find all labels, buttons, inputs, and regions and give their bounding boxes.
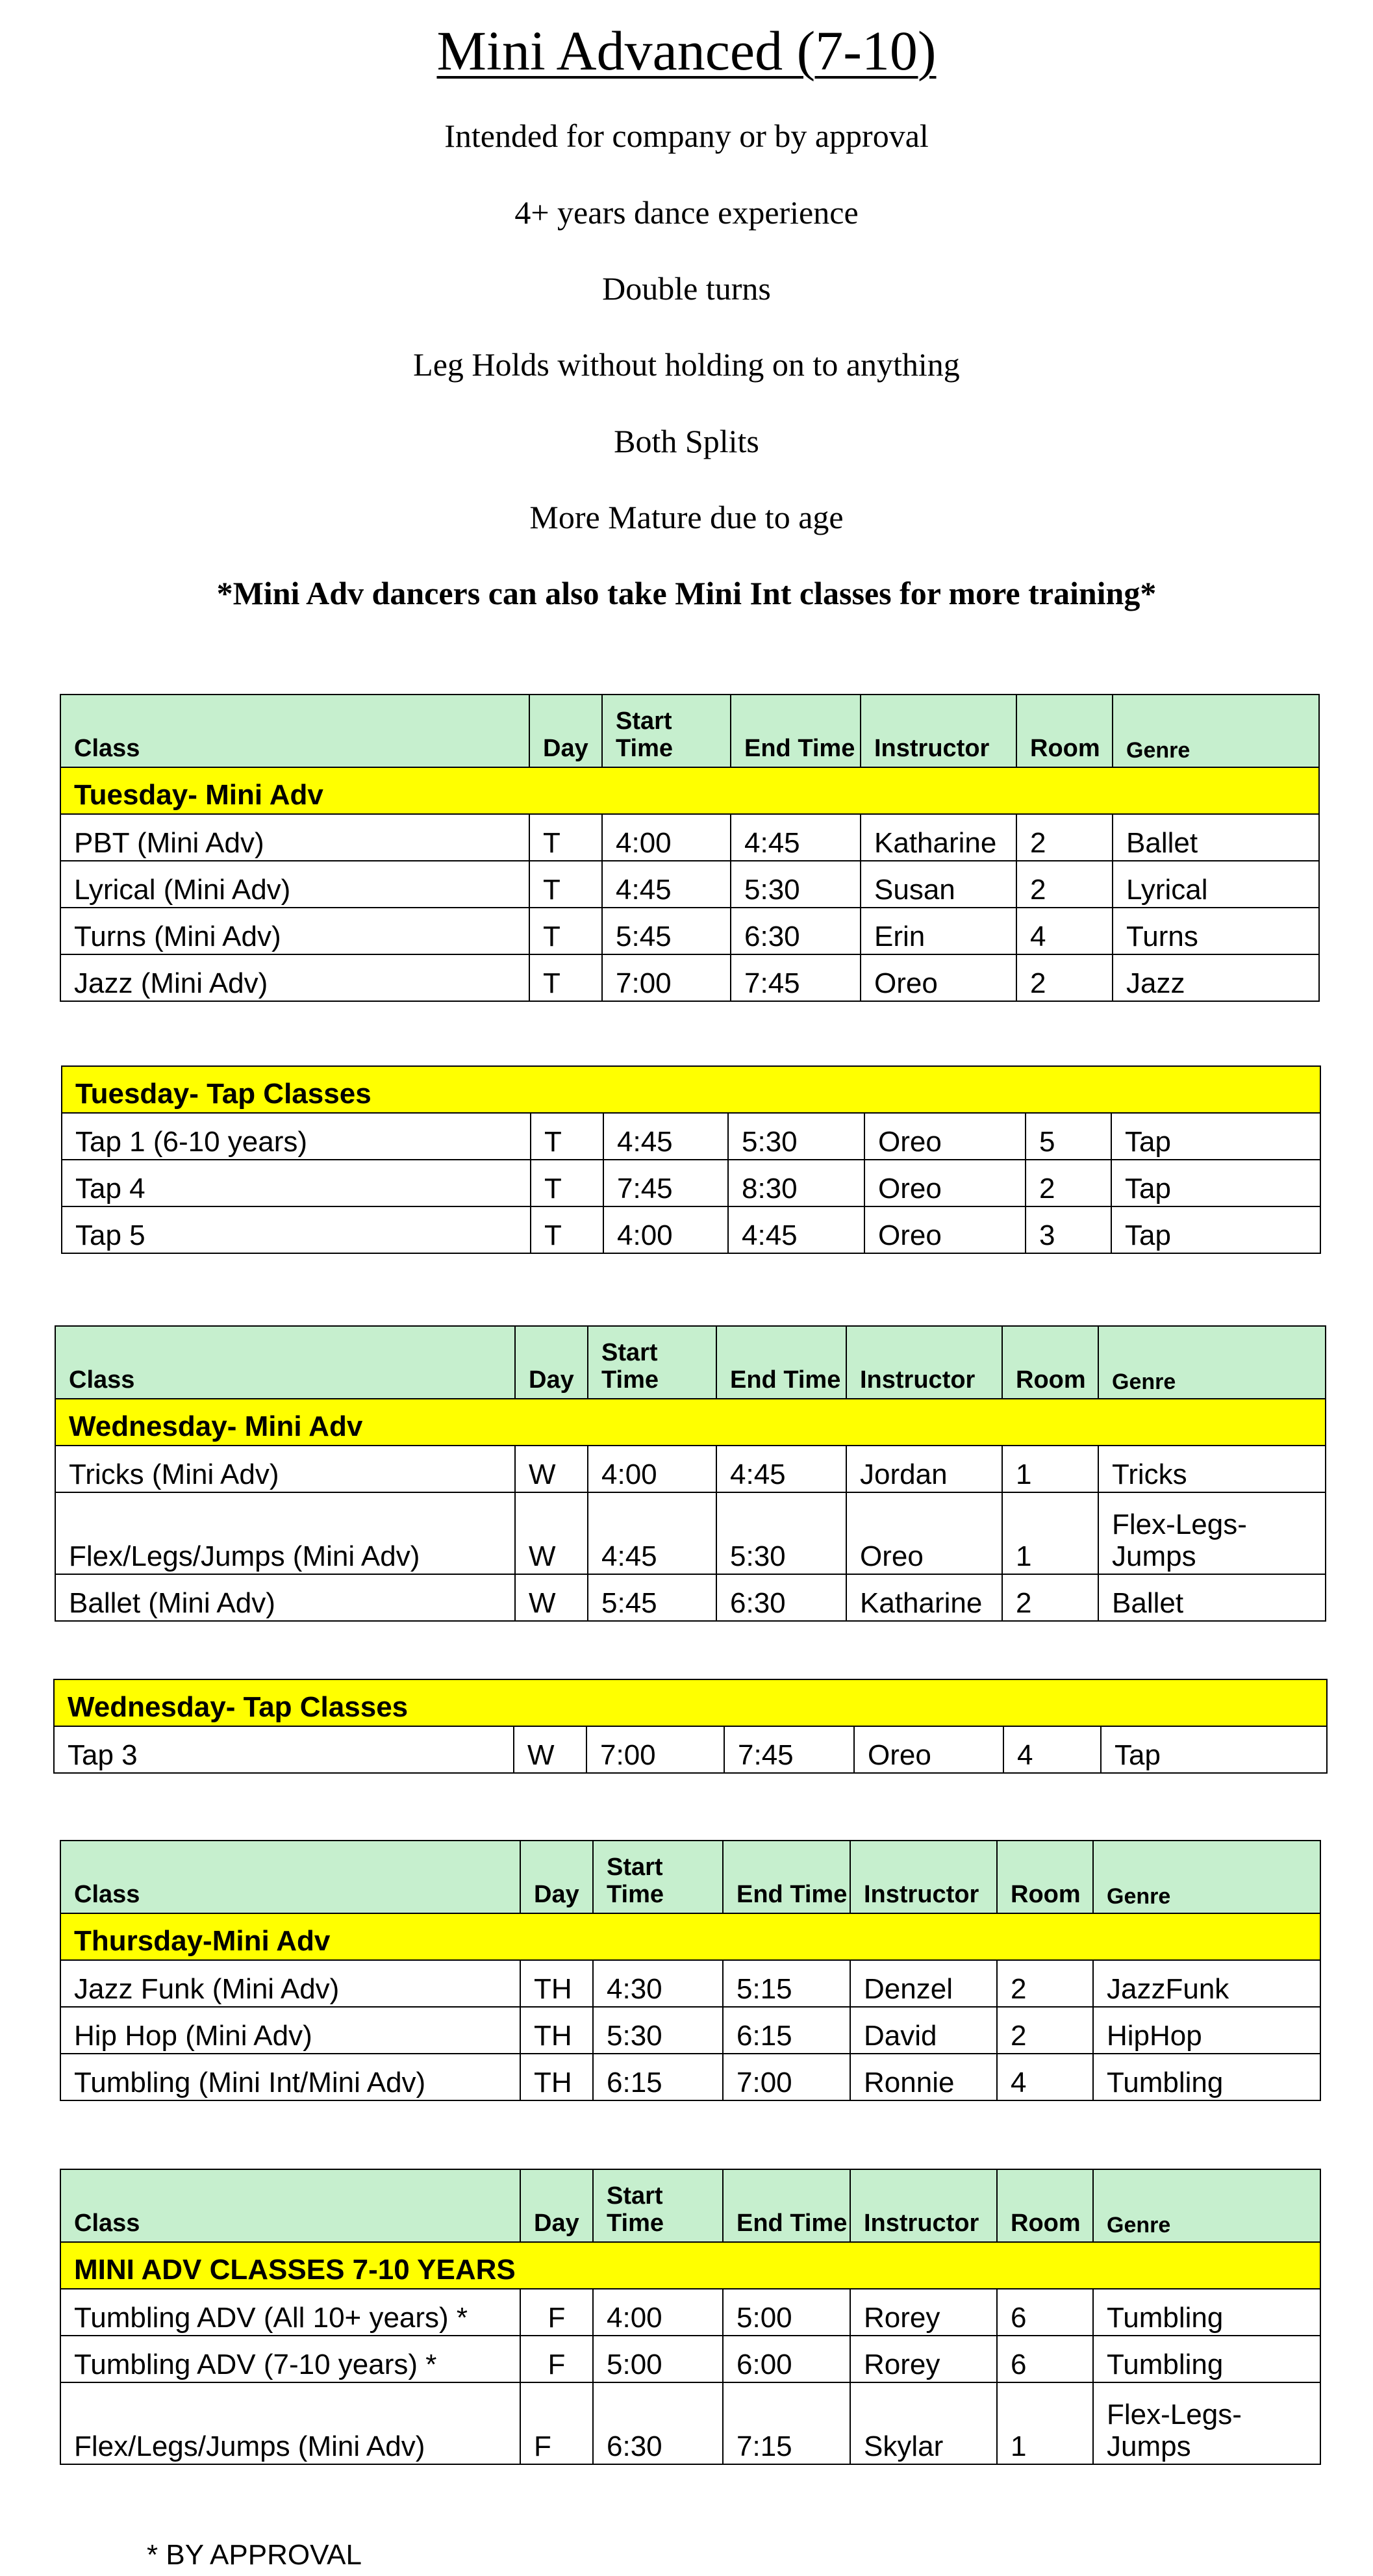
cell-class: Turns (Mini Adv) [60, 908, 529, 954]
cell-end: 6:30 [716, 1574, 846, 1621]
table-row [54, 1726, 1327, 1773]
header-start-time: Start Time [588, 1326, 716, 1399]
cell-start: 6:30 [593, 2382, 723, 2464]
cell-genre: Ballet [1098, 1574, 1326, 1621]
cell-end: 7:45 [724, 1726, 854, 1773]
header-instructor: Instructor [846, 1326, 1002, 1399]
cell-genre: Tumbling [1093, 2336, 1320, 2382]
cell-class: Flex/Legs/Jumps (Mini Adv) [55, 1492, 515, 1574]
cell-instructor: Katharine [861, 814, 1016, 861]
cell-genre: Tap [1101, 1726, 1327, 1773]
schedule-table-wednesday-mini-adv [55, 1325, 1326, 1622]
cell-room: 2 [1002, 1574, 1098, 1621]
cell-start: 4:00 [602, 814, 731, 861]
table-row [60, 954, 1319, 1001]
requirement-company: Intended for company or by approval [444, 118, 929, 154]
table-row [62, 1206, 1320, 1253]
cell-room: 4 [997, 2054, 1093, 2100]
cell-class: Tap 4 [62, 1160, 531, 1206]
header-row [55, 1326, 1326, 1399]
cell-room: 3 [1026, 1206, 1111, 1253]
table-row [60, 908, 1319, 954]
cell-room: 6 [997, 2336, 1093, 2382]
cell-class: Jazz Funk (Mini Adv) [60, 1960, 520, 2007]
header-genre: Genre [1113, 695, 1319, 767]
cell-day: T [529, 861, 602, 908]
cell-room: 2 [1026, 1160, 1111, 1206]
section-row [54, 1679, 1327, 1726]
cell-genre: Flex-Legs-Jumps [1093, 2382, 1320, 2464]
cell-day: T [529, 814, 602, 861]
section-row [60, 767, 1319, 814]
cell-start: 5:45 [588, 1574, 716, 1621]
cell-end: 4:45 [728, 1206, 864, 1253]
schedule-table-tuesday-mini-adv [60, 694, 1320, 1002]
cell-class: Tumbling ADV (7-10 years) * [60, 2336, 520, 2382]
cell-room: 2 [1016, 814, 1113, 861]
cell-end: 6:15 [723, 2007, 850, 2054]
header-instructor: Instructor [850, 1841, 997, 1913]
header-room: Room [1002, 1326, 1098, 1399]
cell-room: 1 [1002, 1492, 1098, 1574]
table-row [60, 1960, 1320, 2007]
section-row [60, 2242, 1320, 2289]
table-row [60, 2054, 1320, 2100]
schedule-table-tuesday-tap [61, 1065, 1321, 1254]
cell-instructor: Rorey [850, 2336, 997, 2382]
header-instructor: Instructor [850, 2169, 997, 2242]
cell-room: 1 [1002, 1446, 1098, 1492]
cell-end: 5:30 [728, 1113, 864, 1160]
mini-int-note: *Mini Adv dancers can also take Mini Int classes for more training* [216, 575, 1157, 611]
table-row [62, 1160, 1320, 1206]
header-row [60, 2169, 1320, 2242]
cell-day: TH [520, 2054, 593, 2100]
cell-start: 4:30 [593, 1960, 723, 2007]
cell-day: W [514, 1726, 586, 1773]
table-row [60, 2382, 1320, 2464]
cell-instructor: Jordan [846, 1446, 1002, 1492]
schedule-table-mini-adv-7-10 [60, 2169, 1321, 2465]
cell-genre: Ballet [1113, 814, 1319, 861]
cell-instructor: Oreo [864, 1206, 1026, 1253]
header-row [60, 1841, 1320, 1913]
cell-class: Hip Hop (Mini Adv) [60, 2007, 520, 2054]
header-room: Room [1016, 695, 1113, 767]
cell-start: 5:00 [593, 2336, 723, 2382]
cell-end: 7:45 [731, 954, 861, 1001]
header-genre: Genre [1093, 2169, 1320, 2242]
requirement-splits: Both Splits [614, 423, 759, 459]
requirement-maturity: More Mature due to age [529, 499, 844, 535]
cell-genre: Tap [1111, 1160, 1320, 1206]
cell-day: W [515, 1446, 588, 1492]
header-row [60, 695, 1319, 767]
cell-room: 2 [1016, 954, 1113, 1001]
cell-genre: Tap [1111, 1113, 1320, 1160]
cell-genre: Tap [1111, 1206, 1320, 1253]
table-row [60, 2289, 1320, 2336]
section-row [62, 1066, 1320, 1113]
cell-end: 4:45 [731, 814, 861, 861]
section-title: Wednesday- Tap Classes [54, 1679, 1327, 1726]
cell-genre: Lyrical [1113, 861, 1319, 908]
table-row [60, 861, 1319, 908]
cell-room: 4 [1003, 1726, 1101, 1773]
section-title: Thursday-Mini Adv [60, 1913, 1320, 1960]
cell-class: Tap 5 [62, 1206, 531, 1253]
schedule-table-thursday-mini-adv [60, 1840, 1321, 2101]
cell-day: W [515, 1492, 588, 1574]
cell-day: TH [520, 2007, 593, 2054]
cell-instructor: Katharine [846, 1574, 1002, 1621]
schedule-table-wednesday-tap [53, 1679, 1328, 1774]
cell-start: 4:45 [602, 861, 731, 908]
cell-genre: Tumbling [1093, 2289, 1320, 2336]
section-row [60, 1913, 1320, 1960]
header-start-time: Start Time [593, 2169, 723, 2242]
cell-genre: HipHop [1093, 2007, 1320, 2054]
cell-instructor: Oreo [846, 1492, 1002, 1574]
header-day: Day [520, 2169, 593, 2242]
cell-day: F [520, 2382, 593, 2464]
cell-genre: Flex-Legs-Jumps [1098, 1492, 1326, 1574]
cell-start: 4:00 [603, 1206, 728, 1253]
cell-instructor: Oreo [854, 1726, 1003, 1773]
cell-room: 4 [1016, 908, 1113, 954]
cell-end: 4:45 [716, 1446, 846, 1492]
header-start-time: Start Time [593, 1841, 723, 1913]
cell-room: 5 [1026, 1113, 1111, 1160]
cell-start: 7:00 [586, 1726, 724, 1773]
requirement-turns: Double turns [602, 270, 771, 307]
cell-day: W [515, 1574, 588, 1621]
cell-day: F [520, 2289, 593, 2336]
header-genre: Genre [1098, 1326, 1326, 1399]
cell-end: 6:30 [731, 908, 861, 954]
table-row [55, 1574, 1326, 1621]
requirement-leg-holds: Leg Holds without holding on to anything [413, 346, 960, 383]
header-genre: Genre [1093, 1841, 1320, 1913]
cell-instructor: Oreo [864, 1160, 1026, 1206]
cell-start: 6:15 [593, 2054, 723, 2100]
section-title: Wednesday- Mini Adv [55, 1399, 1326, 1446]
section-row [55, 1399, 1326, 1446]
cell-genre: JazzFunk [1093, 1960, 1320, 2007]
cell-start: 4:00 [588, 1446, 716, 1492]
cell-room: 2 [997, 1960, 1093, 2007]
header-end-time: End Time [723, 1841, 850, 1913]
section-title: Tuesday- Tap Classes [62, 1066, 1320, 1113]
header-room: Room [997, 1841, 1093, 1913]
cell-end: 5:15 [723, 1960, 850, 2007]
table-row [55, 1492, 1326, 1574]
cell-class: Tumbling ADV (All 10+ years) * [60, 2289, 520, 2336]
cell-class: Tricks (Mini Adv) [55, 1446, 515, 1492]
header-day: Day [529, 695, 602, 767]
header-class: Class [60, 695, 529, 767]
cell-room: 1 [997, 2382, 1093, 2464]
page-title: Mini Advanced (7-10) [436, 19, 937, 82]
header-room: Room [997, 2169, 1093, 2242]
cell-room: 6 [997, 2289, 1093, 2336]
cell-end: 5:30 [731, 861, 861, 908]
header-end-time: End Time [731, 695, 861, 767]
header-end-time: End Time [716, 1326, 846, 1399]
header-instructor: Instructor [861, 695, 1016, 767]
cell-room: 2 [1016, 861, 1113, 908]
cell-class: Jazz (Mini Adv) [60, 954, 529, 1001]
cell-start: 4:00 [593, 2289, 723, 2336]
cell-class: Lyrical (Mini Adv) [60, 861, 529, 908]
cell-instructor: Rorey [850, 2289, 997, 2336]
cell-room: 2 [997, 2007, 1093, 2054]
table-row [62, 1113, 1320, 1160]
cell-instructor: Oreo [861, 954, 1016, 1001]
cell-day: F [520, 2336, 593, 2382]
cell-instructor: Ronnie [850, 2054, 997, 2100]
cell-instructor: Skylar [850, 2382, 997, 2464]
cell-start: 5:45 [602, 908, 731, 954]
cell-genre: Turns [1113, 908, 1319, 954]
cell-end: 8:30 [728, 1160, 864, 1206]
section-title: Tuesday- Mini Adv [60, 767, 1319, 814]
table-row [60, 814, 1319, 861]
cell-genre: Tricks [1098, 1446, 1326, 1492]
cell-instructor: Denzel [850, 1960, 997, 2007]
cell-class: PBT (Mini Adv) [60, 814, 529, 861]
table-row [60, 2007, 1320, 2054]
cell-end: 5:00 [723, 2289, 850, 2336]
cell-start: 7:00 [602, 954, 731, 1001]
cell-class: Tumbling (Mini Int/Mini Adv) [60, 2054, 520, 2100]
cell-class: Tap 1 (6-10 years) [62, 1113, 531, 1160]
cell-day: T [529, 908, 602, 954]
cell-day: T [531, 1160, 603, 1206]
cell-start: 4:45 [588, 1492, 716, 1574]
cell-start: 7:45 [603, 1160, 728, 1206]
cell-start: 4:45 [603, 1113, 728, 1160]
table-row [55, 1446, 1326, 1492]
cell-day: TH [520, 1960, 593, 2007]
cell-day: T [531, 1113, 603, 1160]
header-class: Class [60, 2169, 520, 2242]
cell-genre: Tumbling [1093, 2054, 1320, 2100]
cell-end: 7:00 [723, 2054, 850, 2100]
approval-footnote: * BY APPROVAL [147, 2539, 362, 2571]
header-end-time: End Time [723, 2169, 850, 2242]
header-day: Day [515, 1326, 588, 1399]
cell-end: 6:00 [723, 2336, 850, 2382]
cell-class: Ballet (Mini Adv) [55, 1574, 515, 1621]
header-class: Class [55, 1326, 515, 1399]
cell-instructor: Erin [861, 908, 1016, 954]
cell-start: 5:30 [593, 2007, 723, 2054]
cell-genre: Jazz [1113, 954, 1319, 1001]
requirement-experience: 4+ years dance experience [514, 194, 859, 231]
header-class: Class [60, 1841, 520, 1913]
header-start-time: Start Time [602, 695, 731, 767]
cell-end: 5:30 [716, 1492, 846, 1574]
cell-class: Tap 3 [54, 1726, 514, 1773]
cell-day: T [529, 954, 602, 1001]
cell-day: T [531, 1206, 603, 1253]
cell-end: 7:15 [723, 2382, 850, 2464]
cell-instructor: Oreo [864, 1113, 1026, 1160]
table-row [60, 2336, 1320, 2382]
header-day: Day [520, 1841, 593, 1913]
cell-instructor: David [850, 2007, 997, 2054]
cell-class: Flex/Legs/Jumps (Mini Adv) [60, 2382, 520, 2464]
cell-instructor: Susan [861, 861, 1016, 908]
section-title: MINI ADV CLASSES 7-10 YEARS [60, 2242, 1320, 2289]
